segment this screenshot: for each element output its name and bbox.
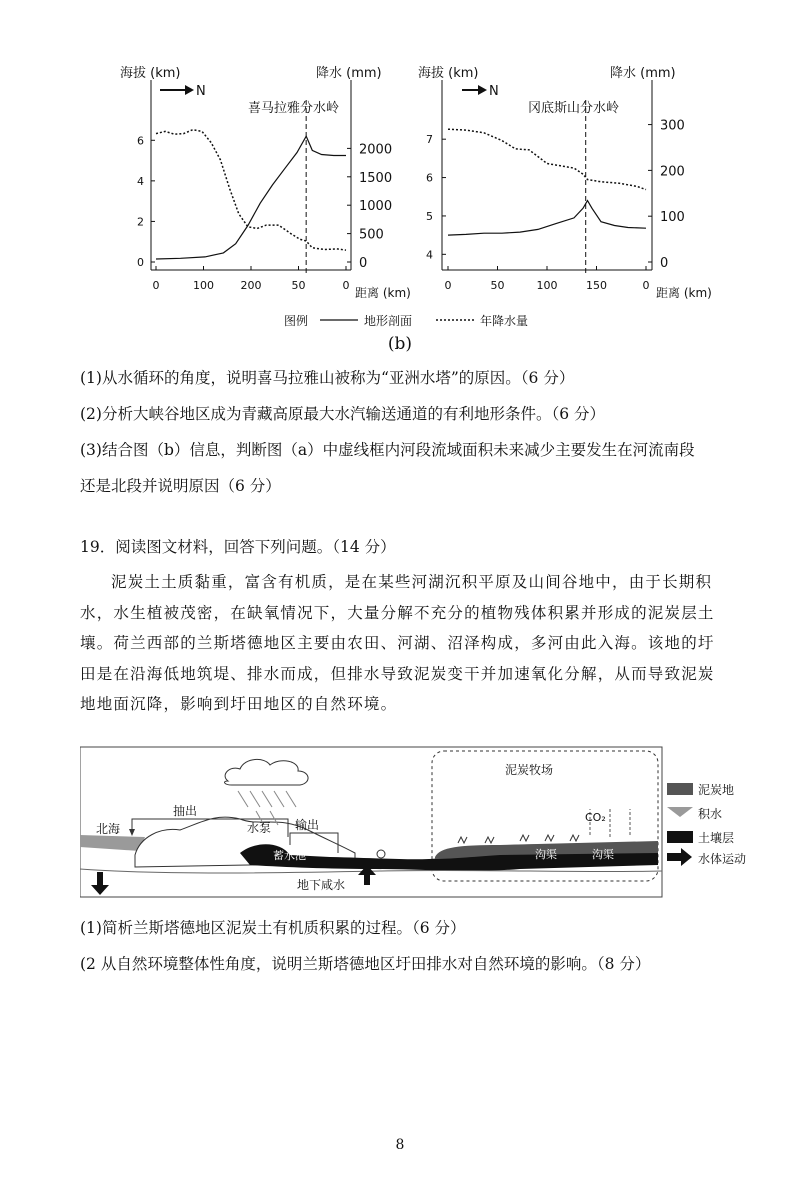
legend-prefix: 图例 xyxy=(284,314,309,328)
c2-yleft-tick-label: 4 xyxy=(426,248,433,262)
c1-yright-tick-label: 2000 xyxy=(359,142,393,158)
legend-water: 积水 xyxy=(698,807,723,821)
label-north-sea: 北海 xyxy=(96,822,121,836)
chart1-terrain-line xyxy=(156,136,346,259)
c2-x-tick-label: 100 xyxy=(536,279,558,292)
c1-x-tick-label: 200 xyxy=(240,279,262,292)
chart2-terrain-line xyxy=(448,201,646,236)
c1-yleft-tick-label: 2 xyxy=(137,215,144,229)
legend-soil-swatch xyxy=(667,831,693,843)
polder-diagram xyxy=(80,745,780,905)
q18-3: (3)结合图（b）信息，判断图（a）中虚线框内河段流域面积未来减少主要发生在河流南段 xyxy=(80,441,695,459)
chart2-xlabel: 距离 (km) xyxy=(656,286,712,300)
page-number: 8 xyxy=(395,1137,405,1153)
q18-2: (2)分析大峡谷地区成为青藏高原最大水汽输送通道的有利地形条件。（6 分） xyxy=(80,405,605,423)
chart1-precip-line xyxy=(156,130,346,250)
c2-x-tick-label: 0 xyxy=(444,279,452,292)
legend-soil: 土壤层 xyxy=(698,831,735,845)
c2-yright-tick-label: 100 xyxy=(660,210,685,226)
legend-water-swatch xyxy=(667,807,693,817)
figure-b-caption: (b) xyxy=(387,334,413,354)
c2-x-tick-label: 150 xyxy=(586,279,607,292)
chart1-ylabel-left: 海拔 (km) xyxy=(120,66,181,81)
legend-peat: 泥炭地 xyxy=(698,783,735,797)
label-pump: 水泵 xyxy=(247,821,272,835)
c1-x-tick-label: 100 xyxy=(193,279,214,292)
label-ditch-2: 沟渠 xyxy=(592,848,614,861)
chart2-title: 冈底斯山分水岭 xyxy=(528,101,620,116)
chart1-north-label: N xyxy=(196,84,206,99)
label-reservoir: 蓄水池 xyxy=(273,849,306,862)
chart1-north-arrowhead xyxy=(185,85,194,95)
c2-x-tick-label: 0 xyxy=(642,279,650,292)
legend-terrain: 地形剖面 xyxy=(364,314,413,328)
q19-2: (2 从自然环境整体性角度，说明兰斯塔德地区圩田排水对自然环境的影响。（8 分） xyxy=(80,955,651,973)
chart1-ylabel-right: 降水 (mm) xyxy=(316,66,382,81)
c2-yleft-tick-label: 7 xyxy=(426,133,433,147)
diagram-legend xyxy=(667,782,746,866)
c1-yleft-tick-label: 6 xyxy=(137,134,144,148)
label-peat-pasture: 泥炭牧场 xyxy=(505,763,554,777)
chart2-ylabel-left: 海拔 (km) xyxy=(418,66,479,81)
chart-gangdise xyxy=(418,65,712,300)
c1-x-tick-label: 0 xyxy=(342,279,350,292)
label-output: 输出 xyxy=(295,818,320,832)
label-groundwater: 地下咸水 xyxy=(297,878,346,892)
label-pump-out: 抽出 xyxy=(173,804,198,818)
c1-yleft-tick-label: 4 xyxy=(137,174,144,188)
legend-peat-swatch xyxy=(667,783,693,795)
q18-1: (1)从水循环的角度，说明喜马拉雅山被称为“亚洲水塔”的原因。（6 分） xyxy=(80,369,575,387)
c2-yright-tick-label: 300 xyxy=(660,118,685,134)
q19-1: (1)简析兰斯塔德地区泥炭土有机质积累的过程。（6 分） xyxy=(80,919,466,937)
chart1-xlabel: 距离 (km) xyxy=(355,286,411,300)
chart2-north-arrowhead xyxy=(478,85,487,95)
legend-precip: 年降水量 xyxy=(480,314,529,328)
figure-b xyxy=(0,0,800,335)
chart2-north-label: N xyxy=(489,84,499,99)
c2-yright-tick-label: 0 xyxy=(660,256,669,271)
legend-flow-arrow xyxy=(667,848,692,866)
c2-yleft-tick-label: 6 xyxy=(426,171,433,185)
q18-3-cont: 还是北段并说明原因（6 分） xyxy=(80,477,281,495)
chart2-ylabel-right: 降水 (mm) xyxy=(610,66,676,81)
chart1-title: 喜马拉雅分水岭 xyxy=(248,101,340,116)
c1-x-tick-label: 50 xyxy=(291,279,306,292)
q19-heading: 19．阅读图文材料，回答下列问题。（14 分） xyxy=(80,538,396,556)
legend-flow: 水体运动 xyxy=(698,852,747,866)
chart2-precip-line xyxy=(448,129,646,189)
c1-yleft-tick-label: 0 xyxy=(137,256,144,269)
c2-x-tick-label: 50 xyxy=(490,279,505,292)
label-ditch-1: 沟渠 xyxy=(535,848,557,861)
c2-yright-tick-label: 200 xyxy=(660,164,685,180)
q19-paragraph: 泥炭土土质黏重，富含有机质，是在某些河湖沉积平原及山间谷地中，由于长期积水，水生植被茂密，在缺氧情况下，大量分解不充分的植物残体积累并形成的泥炭层土壤。荷兰西部的兰斯塔德地区主要由农田、河湖、沼泽构成，多河由此入海。该地的圩田是在沿海低地筑堤、排水而成，但排水导致泥炭变干并加速氧化分解，从而导致泥炭地地面沉降，影响到圩田地区的自然环境。 xyxy=(80,573,715,713)
label-co2: CO₂ xyxy=(585,811,606,824)
c1-yright-tick-label: 1500 xyxy=(359,170,393,186)
c2-yleft-tick-label: 5 xyxy=(426,209,433,223)
c1-yright-tick-label: 500 xyxy=(359,227,384,243)
c1-yright-tick-label: 1000 xyxy=(359,199,393,215)
figure-b-legend xyxy=(284,313,528,328)
chart-himalaya xyxy=(120,65,411,300)
c1-yright-tick-label: 0 xyxy=(359,256,368,271)
c1-x-tick-label: 0 xyxy=(152,279,160,292)
